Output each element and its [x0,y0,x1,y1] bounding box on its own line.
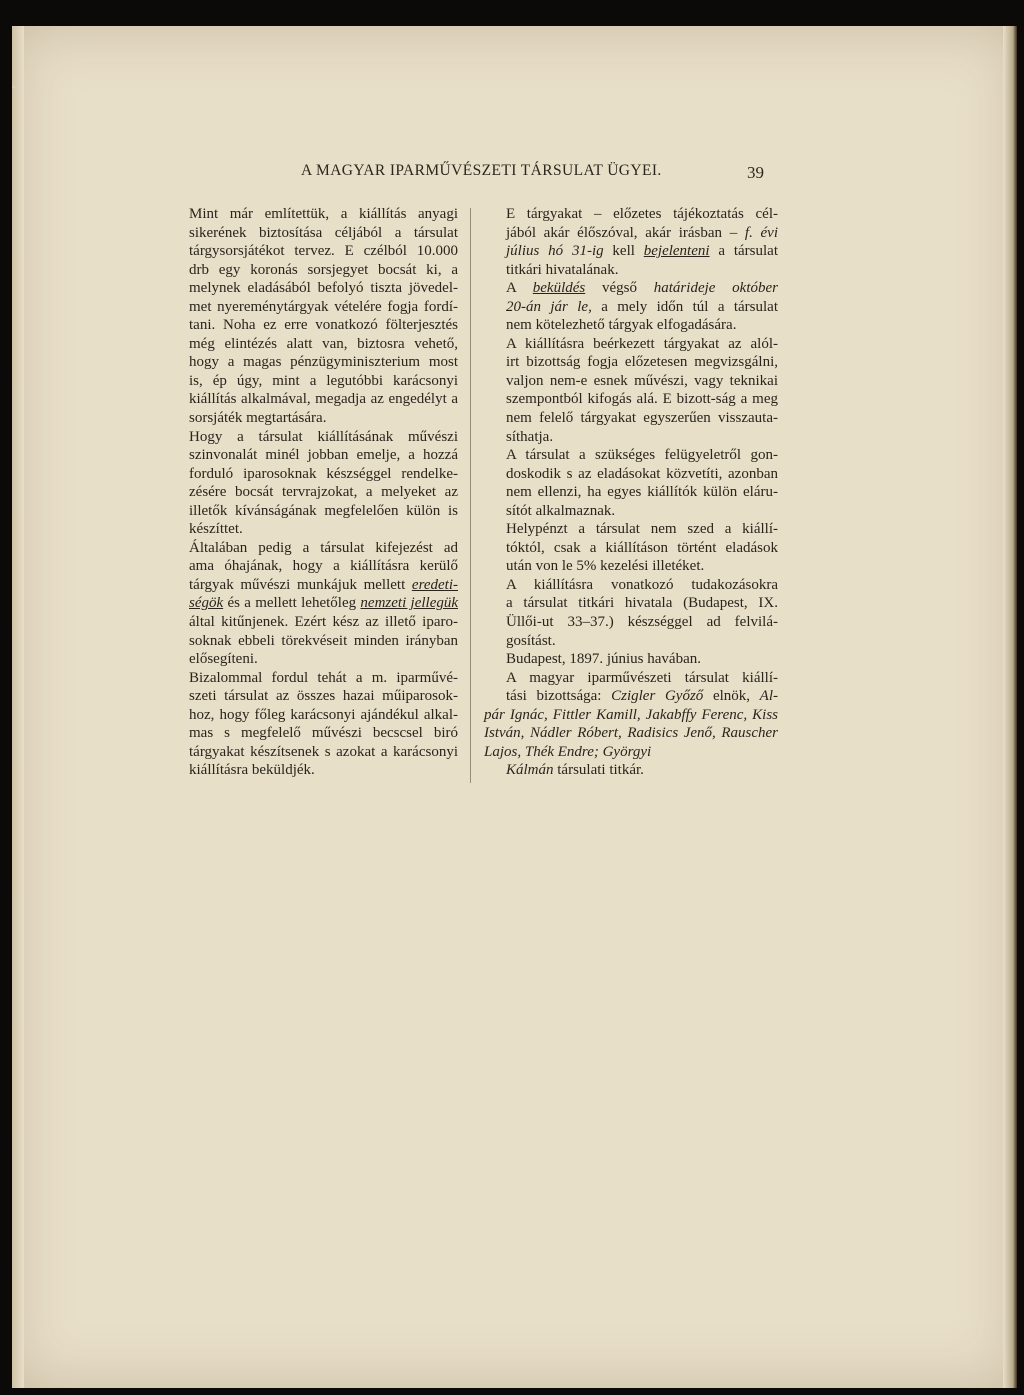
text-line: irt bizottság fogja előzetesen megvizsgálni, [506,354,778,371]
left-paragraph-1 [167,205,458,428]
text-line: sikerének biztosítása céljából a társulat [189,224,458,241]
text-line: tani. Noha ez erre vonatkozó fölterjesztés [189,317,458,334]
text-line: met nyereménytárgyak vételére fogja fordí- [189,298,458,315]
text-line: a társulat titkári hivatala (Budapest, IX. [506,595,778,612]
text-line: elősegíteni. [189,651,258,668]
text-line [167,594,458,613]
text-line: is, ép úgy, mint a legutóbbi karácsonyi [189,372,458,389]
text-line: kiállítás alkalmával, megadja az engedélyt a [189,391,458,408]
text-line: még elintézés alatt van, biztosra vehető, [189,335,458,352]
emphasis-eredeti: eredeti- [411,576,458,593]
text-line: Általában pedig a társulat kifejezést ad [189,539,458,556]
text-run: kell [603,243,644,260]
committee-names-line: Rauscher Lajos, Thék Endre; Györgyi [484,725,779,760]
text-line: nem kötelezhető tárgyak elfogadására. [506,317,737,334]
text-line: után von le 5% kezelési illetéket. [506,558,705,575]
text-line: A magyar iparművészeti társulat kiállí- [506,669,778,686]
text-run: társulati titkár. [553,762,644,779]
right-paragraph-1 [484,205,778,279]
right-column [484,205,778,780]
page-edge-mark [12,86,18,88]
right-paragraph-8 [484,669,778,780]
right-paragraph-5 [484,520,778,576]
text-line: készíttet. [189,521,243,538]
emphasis-bejelenteni: bejelenteni [643,243,710,260]
text-line: síthatja. [506,428,554,445]
text-run: végső [585,280,654,297]
text-run: és a mellett lehetőleg [223,595,361,612]
text-line: sítót alkalmaznak. [506,502,616,519]
right-paragraph-3 [484,335,778,446]
emphasis-hatarideje: határideje október [653,280,778,297]
emphasis-segok: ségök [189,595,224,612]
left-paragraph-4 [167,669,458,780]
text-line: A kiállításra beérkezett tárgyakat az alól- [506,335,778,352]
left-paragraph-2 [167,428,458,539]
right-paragraph-7 [484,650,778,669]
text-line: zésére bocsát tervrajzokat, a melyeket az [189,484,458,501]
text-line: hoz, hogy főleg karácsonyi ajándékul alkal- [189,706,458,723]
right-paragraph-4 [484,446,778,520]
text-line: Bizalommal fordul tehát a m. iparművé- [189,669,458,686]
text-line: ama óhajának, hogy a kiállításra kerülő [189,558,458,575]
text-line [484,242,778,261]
right-paragraph-2 [484,279,778,335]
committee-names-line: Kiss István, Nádler Róbert, Radisics Jenő, [484,706,778,742]
text-line [484,761,778,780]
text-line: Helypénzt a társulat nem szed a kiállí- [506,521,778,538]
dateline: Budapest, 1897. június havában. [506,651,701,668]
text-line: hogy a magas pénzügyminiszterium most [189,354,458,371]
text-line: által kitűnjenek. Ezért kész az illető iparo- [189,614,458,631]
emphasis-nemzeti-jelleguk: nemzeti jellegük [360,595,459,612]
text-line: soknak ebbeli törekvéseit minden irányban [189,632,458,649]
text-run: tárgyak művészi munkájuk mellett [189,576,406,593]
text-line [484,687,778,706]
text-line: sorsjáték megtartására. [189,410,327,427]
text-line: szeti társulat az összes hazai műiparosok- [189,688,458,705]
left-paragraph-3 [167,539,458,669]
emphasis-name: Kálmán [506,762,554,779]
running-header: A MAGYAR IPARMŰVÉSZETI TÁRSULAT ÜGYEI. [301,162,662,179]
text-line: illetők kívánságának megfelelően külön is [189,502,458,519]
text-run: A [506,280,533,297]
text-line: melynek eladásából befolyó tiszta jövedel- [189,280,458,297]
text-run: a mely időn túl a társulat [591,298,779,315]
text-line: nem ellenzi, ha egyes kiállítók külön eláru- [506,484,778,501]
text-line: tóktól, csak a kiállításon történt eladások [506,539,778,556]
text-line: valjon nem-e esnek művészi, vagy teknikai [506,372,778,389]
text-line [484,298,778,317]
text-run: elnök, [703,688,760,705]
text-line: doskodik s az eladásokat közvetíti, azonban [506,465,778,482]
text-line: A társulat a szükséges felügyeletről gon- [506,447,778,464]
right-paragraph-6 [484,576,778,650]
text-line: titkári hivatalának. [506,261,619,278]
text-line: kiállításra beküldjék. [189,762,315,779]
text-line: A kiállításra vonatkozó tudakozásokra [506,576,778,593]
text-line: tárgysorsjátékot tervez. E czélból 10.000 [189,243,458,260]
text-line: gosítást. [506,632,556,649]
page-number: 39 [747,163,764,182]
emphasis-bekuldes: beküldés [532,280,586,297]
text-line: Hogy a társulat kiállításának művészi [189,428,458,445]
text-line: mas s megfelelő művészi becscsel biró [189,725,458,742]
text-line: forduló iparosoknak készséggel rendelke- [189,465,458,482]
emphasis-name: Czigler Győző [611,688,704,705]
text-run: a társulat [709,243,778,260]
text-line [484,279,778,298]
text-line: tárgyakat készítsenek s azokat a karácsonyi [189,743,458,760]
text-line [167,576,458,595]
emphasis-f-evi: f. évi [744,224,779,241]
text-line: drb egy koronás sorsjegyet bocsát ki, a [189,261,458,278]
text-run: tási bizottsága: [506,688,612,705]
text-line: szinvonalát minél jobban emelje, a hozzá [189,447,458,464]
committee-names-line: pár Ignác, Fittler Kamill, Jakabffy Ferenc, [484,706,748,723]
left-column [167,205,458,780]
text-line: E tárgyakat – előzetes tájékoztatás cél- [506,206,778,222]
text-line: Üllői-ut 33–37.) készséggel ad felvilá- [506,614,778,631]
emphasis-name: Al- [759,688,778,705]
text-line: szempontból kifogás alá. E bizott-ság a meg [506,391,778,408]
emphasis-20-an: 20-án jár le, [506,298,592,315]
text-line: nem felelő tárgyakat egyszerűen visszauta- [506,410,778,427]
emphasis-julius: július hó 31-ig [506,243,604,260]
text-line [484,224,778,243]
text-run: jából akár élőszóval, akár irásban – [506,224,745,241]
column-divider [470,208,471,783]
text-line: Mint már említettük, a kiállítás anyagi [189,206,458,222]
